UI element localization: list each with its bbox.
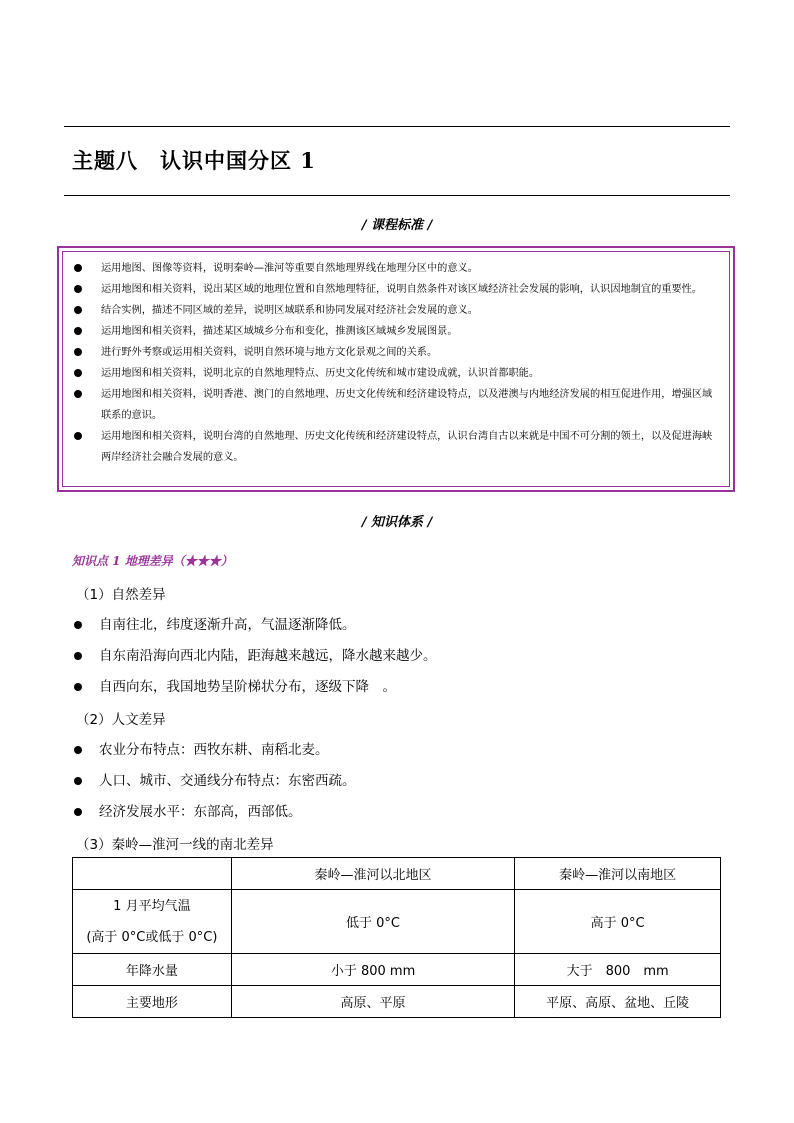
- bullet-icon: [74, 348, 82, 356]
- row-label-cell: 主要地形: [73, 986, 232, 1018]
- curriculum-list: [72, 258, 722, 468]
- curriculum-item: 运用地图和相关资料，说明北京的自然地理特点、历史文化传统和城市建设成就，认识首都职能。: [72, 363, 722, 384]
- table-cell: 高原、平原: [231, 986, 515, 1018]
- natural-diff-list: [72, 615, 437, 708]
- bullet-icon: [74, 746, 82, 754]
- bullet-icon: [74, 808, 82, 816]
- table-cell: 高于 0°C: [515, 890, 721, 954]
- list-item: 自东南沿海向西北内陆，距海越来越远，降水越来越少。: [72, 646, 437, 677]
- list-item: 自西向东，我国地势呈阶梯状分布，逐级下降 。: [72, 677, 437, 708]
- bullet-icon: [74, 432, 82, 440]
- table-header-cell: 秦岭—淮河以南地区: [515, 858, 721, 890]
- table-row: [73, 890, 721, 954]
- bullet-icon: [74, 369, 82, 377]
- knowledge-point-title: 知识点 1 地理差异（★★★）: [72, 554, 233, 568]
- human-diff-label: （2）人文差异: [76, 712, 166, 728]
- table-cell: 小于 800 mm: [231, 954, 515, 986]
- bullet-icon: [74, 390, 82, 398]
- list-item: 经济发展水平：东部高，西部低。: [72, 802, 356, 833]
- curriculum-item: 运用地图和相关资料，说明台湾的自然地理、历史文化传统和经济建设特点，认识台湾自古以来就是中国不可分割的领土，以及促进海峡两岸经济社会融合发展的意义。: [72, 426, 722, 468]
- qinling-diff-label: （3）秦岭—淮河一线的南北差异: [76, 837, 274, 853]
- bullet-icon: [74, 777, 82, 785]
- title-theme: 主题八: [72, 148, 138, 173]
- bullet-icon: [74, 306, 82, 314]
- page-title: [72, 145, 316, 175]
- curriculum-item: 运用地图和相关资料，描述某区域城乡分布和变化，推测该区域城乡发展图景。: [72, 321, 722, 342]
- table-header-row: [73, 858, 721, 890]
- top-rule: [64, 126, 730, 127]
- bullet-icon: [74, 683, 82, 691]
- table-row: [73, 986, 721, 1018]
- table-cell: 平原、高原、盆地、丘陵: [515, 986, 721, 1018]
- list-item: 人口、城市、交通线分布特点：东密西疏。: [72, 771, 356, 802]
- human-diff-list: [72, 740, 356, 833]
- curriculum-item: 运用地图、图像等资料，说明秦岭—淮河等重要自然地理界线在地理分区中的意义。: [72, 258, 722, 279]
- curriculum-item: 运用地图和相关资料，说明香港、澳门的自然地理、历史文化传统和经济建设特点，以及港澳与内地经济发展的相互促进作用，增强区域联系的意识。: [72, 384, 722, 426]
- bullet-icon: [74, 652, 82, 660]
- bullet-icon: [74, 621, 82, 629]
- table-header-cell: 秦岭—淮河以北地区: [231, 858, 515, 890]
- list-item: 自南往北，纬度逐渐升高，气温逐渐降低。: [72, 615, 437, 646]
- bullet-icon: [74, 285, 82, 293]
- table-header-cell: [73, 858, 232, 890]
- title-bottom-rule: [64, 195, 730, 196]
- curriculum-item: 运用地图和相关资料，说出某区域的地理位置和自然地理特征，说明自然条件对该区域经济社会发展的影响，认识因地制宜的重要性。: [72, 279, 722, 300]
- north-south-table: [72, 857, 721, 1018]
- row-label-cell: 年降水量: [73, 954, 232, 986]
- curriculum-item: 结合实例，描述不同区域的差异，说明区域联系和协同发展对经济社会发展的意义。: [72, 300, 722, 321]
- table-cell: 大于 800 mm: [515, 954, 721, 986]
- knowledge-heading: / 知识体系 /: [361, 515, 433, 530]
- curriculum-heading: / 课程标准 /: [361, 218, 433, 233]
- bullet-icon: [74, 264, 82, 272]
- table-cell: 低于 0°C: [231, 890, 515, 954]
- row-label-cell: 1 月平均气温 (高于 0°C或低于 0°C): [73, 890, 232, 954]
- list-item: 农业分布特点：西牧东耕、南稻北麦。: [72, 740, 356, 771]
- table-row: [73, 954, 721, 986]
- curriculum-item: 进行野外考察或运用相关资料，说明自然环境与地方文化景观之间的关系。: [72, 342, 722, 363]
- bullet-icon: [74, 327, 82, 335]
- title-topic: 认识中国分区 1: [160, 148, 316, 173]
- natural-diff-label: （1）自然差异: [76, 587, 166, 603]
